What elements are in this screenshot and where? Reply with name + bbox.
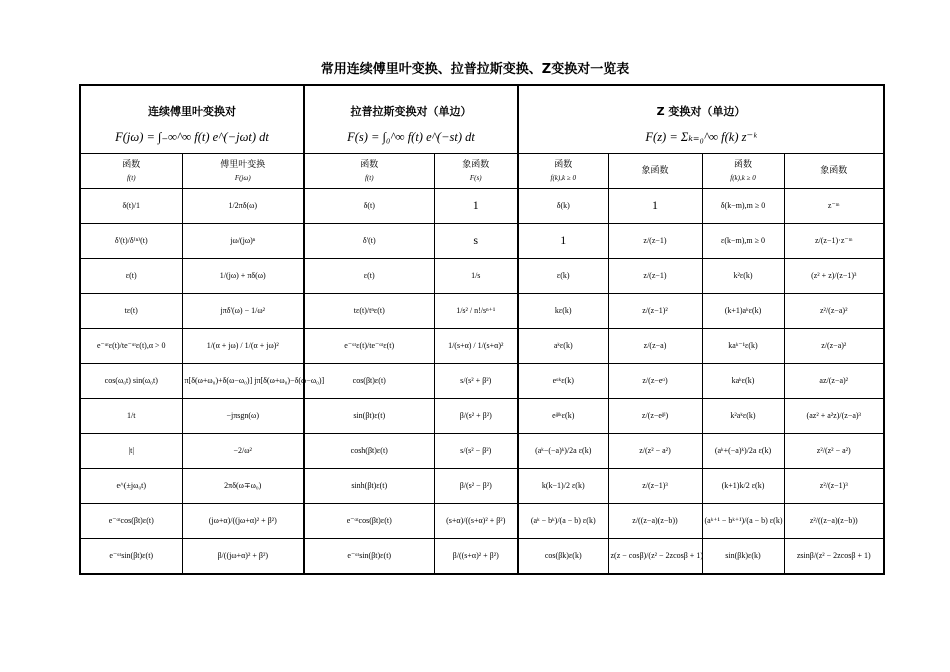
column-header-variable: f(t) [364, 173, 374, 182]
table-cell: s/(s² − β²) [434, 434, 518, 469]
column-header-label: 函数 [733, 160, 752, 171]
table-cell: β/(s² + β²) [434, 399, 518, 434]
column-header-variable: f(t) [126, 173, 136, 182]
table-cell: z²/(z−a)² [784, 294, 884, 329]
table-cell: z/(z−a)² [784, 329, 884, 364]
table-cell: −2/ω² [182, 434, 304, 469]
table-cell: z/(z² − a²) [608, 434, 702, 469]
table-cell: (aᵏ − bᵏ)/(a − b) ε(k) [518, 504, 608, 539]
table-cell: e⁻ᵅᵗcos(βt)ε(t) [80, 504, 182, 539]
table-cell: 1 [518, 224, 608, 259]
table-cell: z⁻ᵐ [784, 189, 884, 224]
table-cell: e⁻ᵅᵗcos(βt)ε(t) [304, 504, 434, 539]
table-cell: z/(z−eʲᵝ) [608, 399, 702, 434]
laplace-definition-formula: F(s) = ∫₀^∞ f(t) e^(−st) dt [304, 121, 518, 154]
table-cell: sin(βk)ε(k) [702, 539, 784, 575]
column-header-label: 象函数 [462, 160, 490, 171]
table-cell: jπδ'(ω) − 1/ω² [182, 294, 304, 329]
table-cell: (aᵏ⁺¹ − bᵏ⁺¹)/(a − b) ε(k) [702, 504, 784, 539]
column-header [784, 154, 884, 189]
table-cell: (k+1)aᵏε(k) [702, 294, 784, 329]
table-cell: (az² + a²z)/(z−a)³ [784, 399, 884, 434]
column-header-label: 象函数 [641, 165, 669, 176]
fourier-section-title: 连续傅里叶变换对 [80, 85, 304, 121]
table-cell: 1/s² / n!/sⁿ⁺¹ [434, 294, 518, 329]
table-cell: ε(t) [304, 259, 434, 294]
column-header [80, 154, 182, 189]
table-cell: (aᵏ+(−a)ᵏ)/2a ε(k) [702, 434, 784, 469]
table-cell: z/(z−1)² [608, 294, 702, 329]
column-header-variable: F(jω) [234, 173, 251, 182]
table-cell: 2πδ(ω∓ω₀) [182, 469, 304, 504]
laplace-section-title: 拉普拉斯变换对（单边） [304, 85, 518, 121]
table-cell: kaᵏε(k) [702, 364, 784, 399]
table-cell: jω/(jω)ⁿ [182, 224, 304, 259]
table-cell: δ'(t)/δ⁽ⁿ⁾(t) [80, 224, 182, 259]
table-cell: δ(t)/1 [80, 189, 182, 224]
table-cell: 1/(α + jω) / 1/(α + jω)² [182, 329, 304, 364]
page-title: 常用连续傅里叶变换、拉普拉斯变换、Z变换对一览表 [320, 62, 630, 77]
table-cell: kε(k) [518, 294, 608, 329]
table-cell: tε(t) [80, 294, 182, 329]
table-cell: z/(z−1)³ [608, 469, 702, 504]
table-cell: 1/2πδ(ω) [182, 189, 304, 224]
table-cell: 1/(jω) + πδ(ω) [182, 259, 304, 294]
table-cell: −jπsgn(ω) [182, 399, 304, 434]
table-cell: tε(t)/tⁿε(t) [304, 294, 434, 329]
table-cell: 1/t [80, 399, 182, 434]
table-cell: sinh(βt)ε(t) [304, 469, 434, 504]
table-cell: (aᵏ−(−a)ᵏ)/2a ε(k) [518, 434, 608, 469]
table-cell: e⁻ᵅᵗsin(βt)ε(t) [304, 539, 434, 575]
table-cell: 1 [434, 189, 518, 224]
table-cell: ε(t) [80, 259, 182, 294]
table-cell: (k+1)k/2 ε(k) [702, 469, 784, 504]
column-header [182, 154, 304, 189]
table-row [80, 469, 884, 504]
table-cell: ε(k−m),m ≥ 0 [702, 224, 784, 259]
table-cell: z²/(z² − a²) [784, 434, 884, 469]
table-cell: e⁻ᵅᵗsin(βt)ε(t) [80, 539, 182, 575]
table-row [80, 329, 884, 364]
column-header-label: 函数 [554, 160, 573, 171]
table-row [80, 364, 884, 399]
table-row [80, 294, 884, 329]
table-cell: δ'(t) [304, 224, 434, 259]
table-cell: k(k−1)/2 ε(k) [518, 469, 608, 504]
table-cell: z/(z−1) [608, 259, 702, 294]
table-cell: δ(t) [304, 189, 434, 224]
table-cell: cosh(βt)ε(t) [304, 434, 434, 469]
table-cell: δ(k−m),m ≥ 0 [702, 189, 784, 224]
table-body [80, 189, 884, 575]
table-cell: (s+α)/((s+α)² + β²) [434, 504, 518, 539]
table-cell: s/(s² + β²) [434, 364, 518, 399]
table-cell: s [434, 224, 518, 259]
column-header [702, 154, 784, 189]
table-cell: π[δ(ω+ω₀)+δ(ω−ω₀)] jπ[δ(ω+ω₀)−δ(ω−ω₀)] [182, 364, 304, 399]
table-cell: ε(k) [518, 259, 608, 294]
table-cell: zsinβ/(z² − 2zcosβ + 1) [784, 539, 884, 575]
table-cell: e⁻ᵅᵗε(t)/te⁻ᵅᵗε(t),α > 0 [80, 329, 182, 364]
column-header-label: 函数 [122, 160, 141, 171]
table-cell: 1/s [434, 259, 518, 294]
table-row [80, 399, 884, 434]
table-cell: z/(z−1)·z⁻ᵐ [784, 224, 884, 259]
table-cell: 1/(s+α) / 1/(s+α)² [434, 329, 518, 364]
table-row [80, 189, 884, 224]
table-cell: z/(z−eᵅ) [608, 364, 702, 399]
table-row [80, 434, 884, 469]
table-row [80, 259, 884, 294]
table-cell: k²aᵏε(k) [702, 399, 784, 434]
table-cell: k²ε(k) [702, 259, 784, 294]
table-cell: aᵏε(k) [518, 329, 608, 364]
table-cell: z²/(z−1)³ [784, 469, 884, 504]
table-cell: kaᵏ⁻¹ε(k) [702, 329, 784, 364]
table-cell: δ(k) [518, 189, 608, 224]
column-header-label: 函数 [360, 160, 379, 171]
table-cell: β/(s² − β²) [434, 469, 518, 504]
column-header [518, 154, 608, 189]
table-cell: β/((jω+α)² + β²) [182, 539, 304, 575]
table-cell: z/(z−a) [608, 329, 702, 364]
table-cell: z²/((z−a)(z−b)) [784, 504, 884, 539]
table-cell: β/((s+α)² + β²) [434, 539, 518, 575]
column-header-row [80, 154, 884, 189]
z-section-title: Z 变换对（单边） [518, 85, 884, 121]
table-row [80, 504, 884, 539]
column-header-variable: F(s) [469, 173, 482, 182]
table-cell: cos(ω₀t) sin(ω₀t) [80, 364, 182, 399]
table-cell: e⁻ᵅᵗε(t)/te⁻ᵅᵗε(t) [304, 329, 434, 364]
table-cell: z/(z−1) [608, 224, 702, 259]
transform-table [79, 84, 885, 575]
table-cell: sin(βt)ε(t) [304, 399, 434, 434]
table-cell: z(z − cosβ)/(z² − 2zcosβ + 1) [608, 539, 702, 575]
table-cell: |t| [80, 434, 182, 469]
column-header-variable: f(k),k ≥ 0 [730, 173, 756, 182]
column-header [608, 154, 702, 189]
column-header-variable: f(k),k ≥ 0 [550, 173, 576, 182]
column-header-label: 傅里叶变换 [220, 160, 266, 171]
table-cell: eᵅᵏε(k) [518, 364, 608, 399]
table-row [80, 539, 884, 575]
table-cell: e^(±jω₀t) [80, 469, 182, 504]
column-header [304, 154, 434, 189]
fourier-definition-formula: F(jω) = ∫₋∞^∞ f(t) e^(−jωt) dt [80, 121, 304, 154]
table-cell: cos(βt)ε(t) [304, 364, 434, 399]
table-row [80, 224, 884, 259]
table-cell: eʲᵝᵏε(k) [518, 399, 608, 434]
table-cell: (z² + z)/(z−1)³ [784, 259, 884, 294]
table-cell: z/((z−a)(z−b)) [608, 504, 702, 539]
z-definition-formula: F(z) = Σₖ₌₀^∞ f(k) z⁻ᵏ [518, 121, 884, 154]
table-cell: 1 [608, 189, 702, 224]
table-cell: cos(βk)ε(k) [518, 539, 608, 575]
table-cell: (jω+α)/((jω+α)² + β²) [182, 504, 304, 539]
column-header-label: 象函数 [820, 165, 848, 176]
table-cell: az/(z−a)² [784, 364, 884, 399]
column-header [434, 154, 518, 189]
